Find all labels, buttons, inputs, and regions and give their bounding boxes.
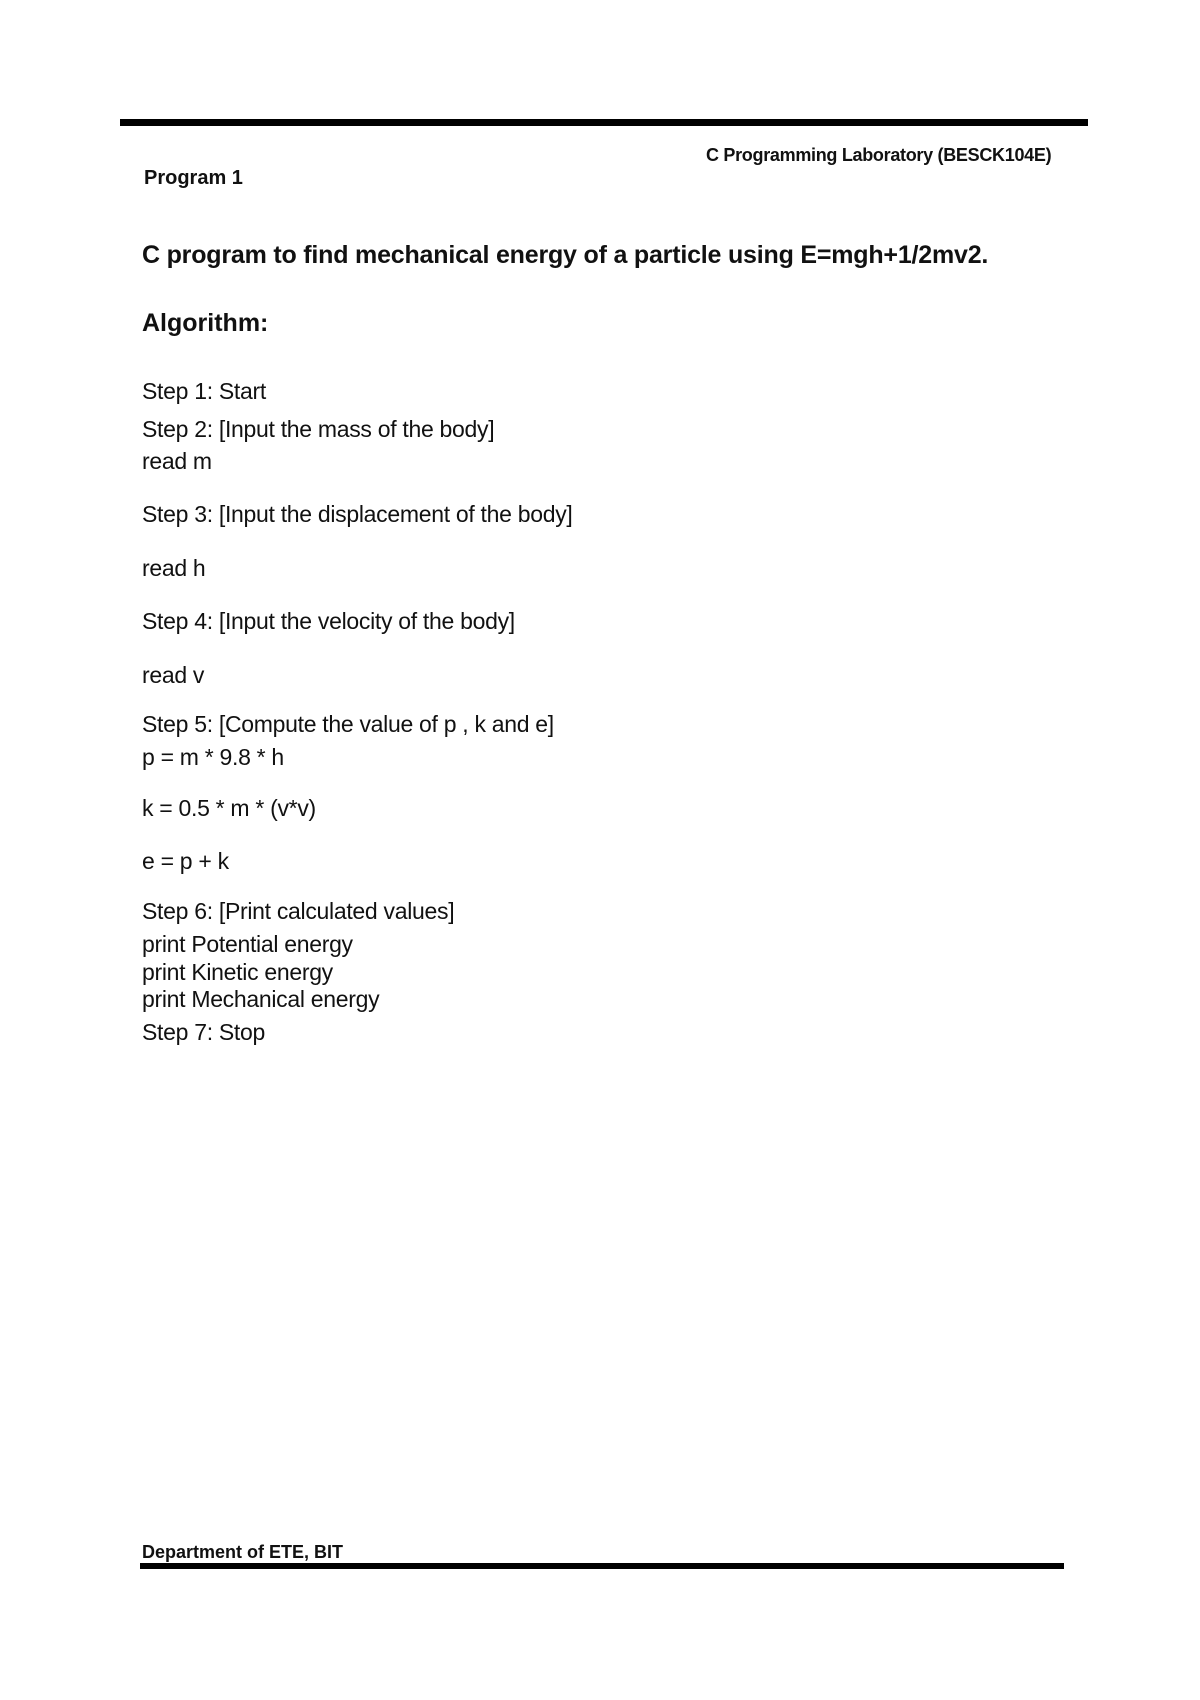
algorithm-line: Step 6: [Print calculated values] xyxy=(142,898,455,924)
algorithm-line: read v xyxy=(142,662,205,688)
algorithm-line: read h xyxy=(142,555,206,581)
page-title: C program to find mechanical energy of a particle using E=mgh+1/2mv2. xyxy=(142,241,989,269)
algorithm-heading: Algorithm: xyxy=(142,309,269,337)
algorithm-line: Step 4: [Input the velocity of the body] xyxy=(142,608,515,634)
algorithm-line: p = m * 9.8 * h xyxy=(142,744,284,770)
algorithm-line: read m xyxy=(142,448,212,474)
algorithm-line: Step 3: [Input the displacement of the body] xyxy=(142,501,573,527)
algorithm-line: Step 1: Start xyxy=(142,378,266,404)
algorithm-line: print Kinetic energy xyxy=(142,959,333,985)
program-label: Program 1 xyxy=(144,167,243,189)
algorithm-line: e = p + k xyxy=(142,848,229,874)
algorithm-line: Step 2: [Input the mass of the body] xyxy=(142,416,495,442)
algorithm-line: k = 0.5 * m * (v*v) xyxy=(142,795,316,821)
algorithm-line: print Potential energy xyxy=(142,931,353,957)
course-title: C Programming Laboratory (BESCK104E) xyxy=(706,145,1052,165)
algorithm-line: Step 5: [Compute the value of p , k and e] xyxy=(142,711,554,737)
footer-department: Department of ETE, BIT xyxy=(142,1542,344,1562)
algorithm-line: Step 7: Stop xyxy=(142,1019,265,1045)
algorithm-line: print Mechanical energy xyxy=(142,986,380,1012)
footer-rule xyxy=(140,1563,1064,1569)
header-rule xyxy=(120,119,1088,126)
